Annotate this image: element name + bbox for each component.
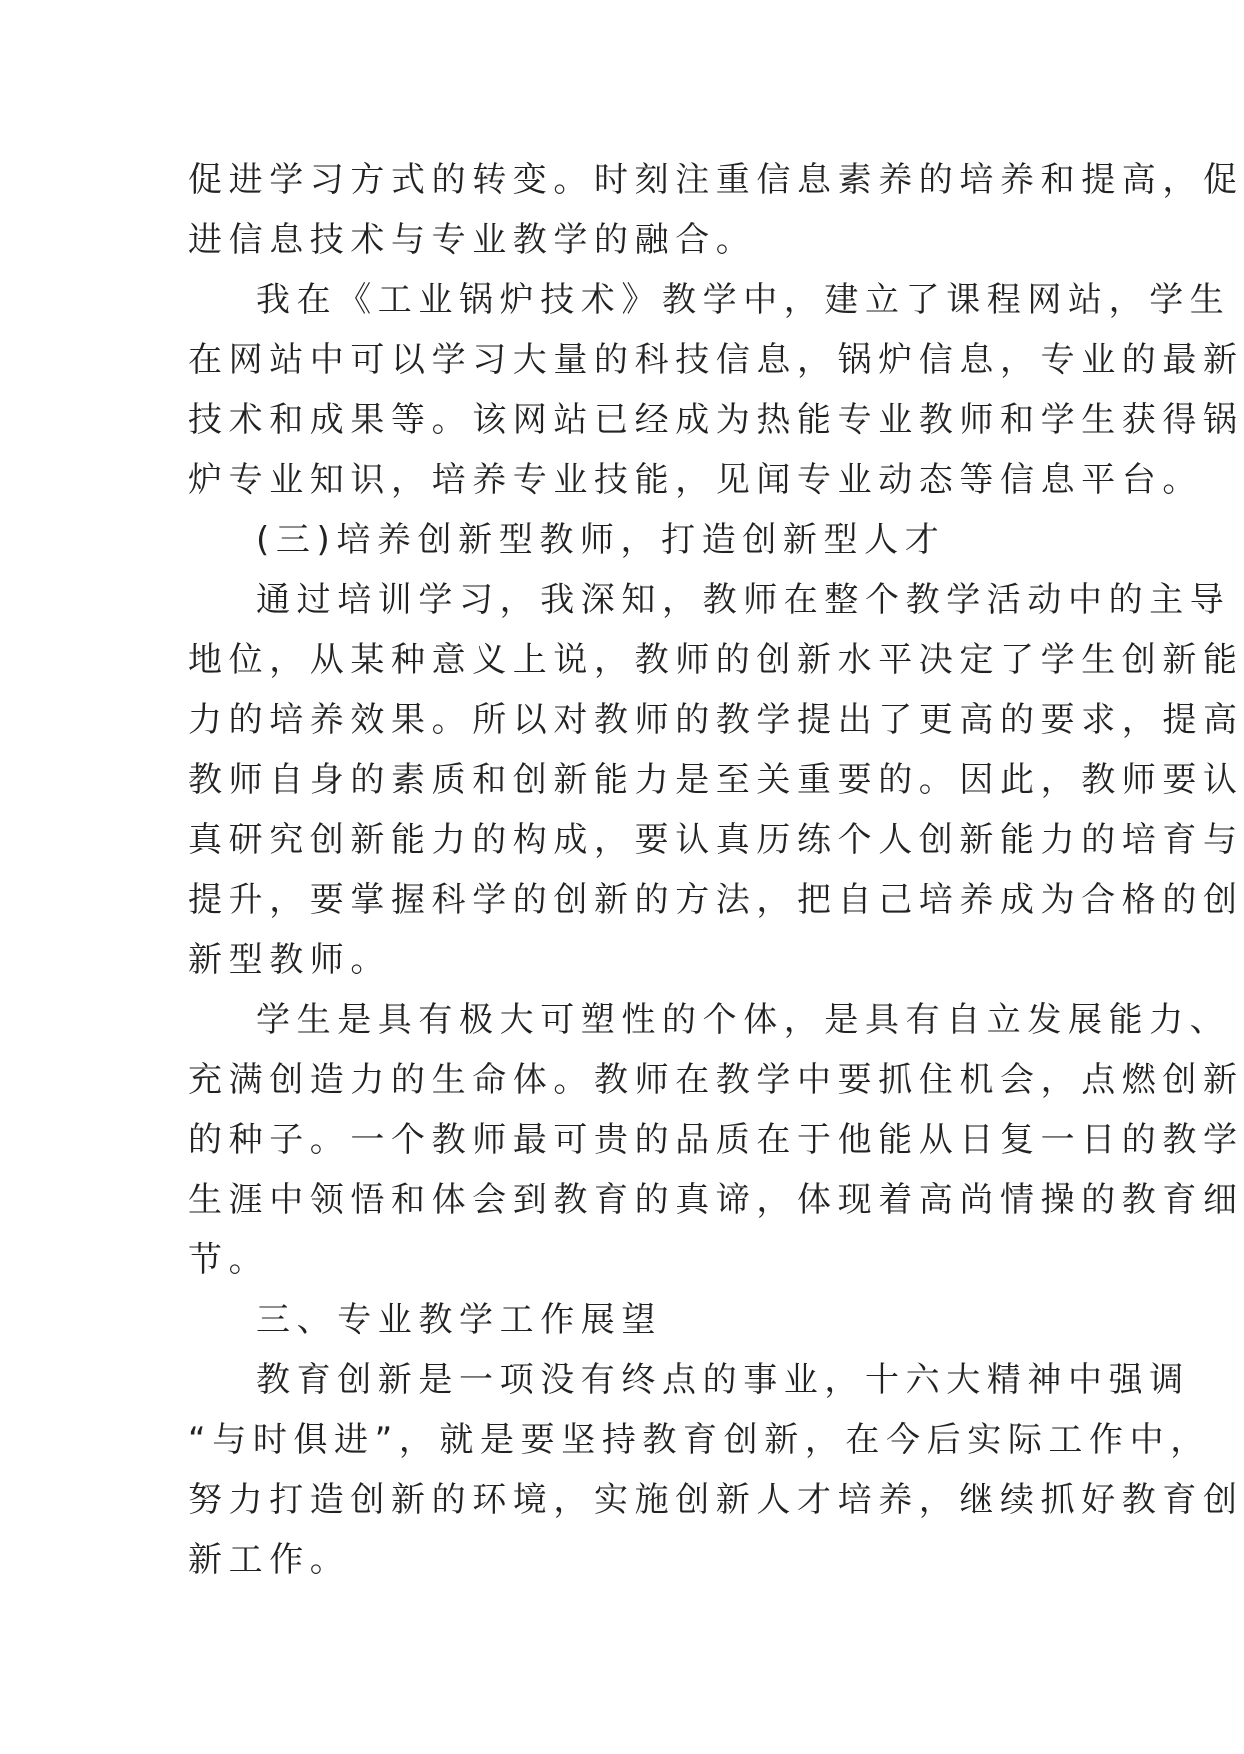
text-line: 促进学习方式的转变。时刻注重信息素养的培养和提高，促 [188, 160, 1244, 200]
text-line: 提升，要掌握科学的创新的方法，把自己培养成为合格的创 [188, 880, 1244, 920]
text-line: 技术和成果等。该网站已经成为热能专业教师和学生获得锅 [188, 400, 1244, 440]
paragraph-start-line: 我在《工业锅炉技术》教学中，建立了课程网站，学生 [256, 280, 1231, 320]
text-line: 节。 [188, 1240, 270, 1280]
text-line: 的种子。一个教师最可贵的品质在于他能从日复一日的教学 [188, 1120, 1244, 1160]
text-line: 新型教师。 [188, 940, 391, 980]
text-line: 力的培养效果。所以对教师的教学提出了更高的要求，提高 [188, 700, 1244, 740]
text-line: 在网站中可以学习大量的科技信息，锅炉信息，专业的最新 [188, 340, 1244, 380]
text-line: 地位，从某种意义上说，教师的创新水平决定了学生创新能 [188, 640, 1244, 680]
text-line: 进信息技术与专业教学的融合。 [188, 220, 757, 260]
text-line: 炉专业知识，培养专业技能，见闻专业动态等信息平台。 [188, 460, 1203, 500]
text-line: 努力打造创新的环境，实施创新人才培养，继续抓好教育创 [188, 1480, 1244, 1520]
text-line: 生涯中领悟和体会到教育的真谛，体现着高尚情操的教育细 [188, 1180, 1244, 1220]
text-line: 教师自身的素质和创新能力是至关重要的。因此，教师要认 [188, 760, 1244, 800]
section-heading: (三)培养创新型教师，打造创新型人才 [256, 520, 946, 560]
paragraph-start-line: 通过培训学习，我深知，教师在整个教学活动中的主导 [256, 580, 1231, 620]
paragraph-start-line: 教育创新是一项没有终点的事业，十六大精神中强调 [256, 1360, 1190, 1400]
text-line: “与时俱进”，就是要坚持教育创新，在今后实际工作中， [188, 1420, 1211, 1460]
section-heading: 三、专业教学工作展望 [256, 1300, 662, 1340]
text-line: 真研究创新能力的构成，要认真历练个人创新能力的培育与 [188, 820, 1244, 860]
document-body [188, 150, 1244, 1590]
text-line: 新工作。 [188, 1540, 351, 1580]
text-line: 充满创造力的生命体。教师在教学中要抓住机会，点燃创新 [188, 1060, 1244, 1100]
paragraph-start-line: 学生是具有极大可塑性的个体，是具有自立发展能力、 [256, 1000, 1231, 1040]
